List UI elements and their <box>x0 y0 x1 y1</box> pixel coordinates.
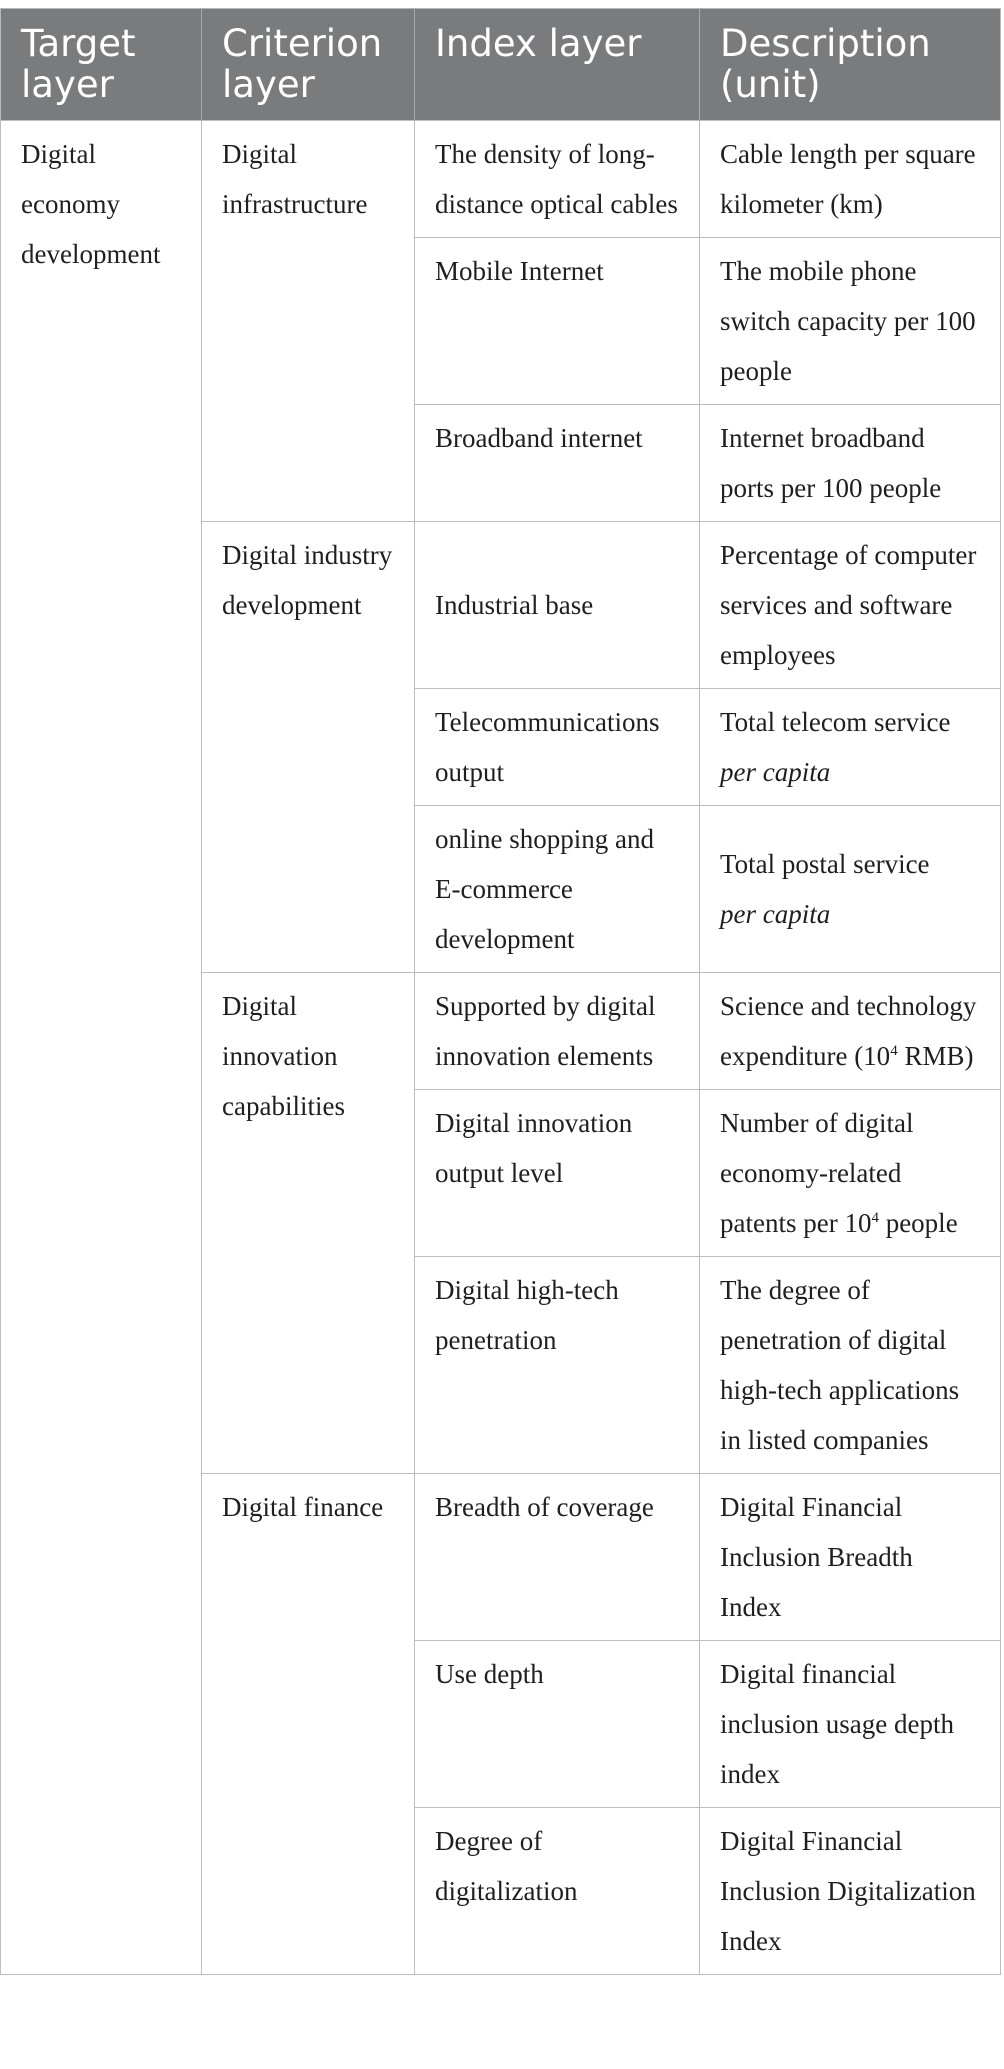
description-italic: per capita <box>720 899 831 929</box>
description-text: Total telecom service <box>720 707 951 737</box>
index-cell: Supported by digital innovation elements <box>415 973 700 1090</box>
header-target-layer: Target layer <box>1 9 202 121</box>
header-description: Description (unit) <box>700 9 1001 121</box>
index-cell: Breadth of coverage <box>415 1474 700 1641</box>
description-text: Science and technology expenditure (10 <box>720 991 977 1071</box>
header-criterion-layer: Criterion layer <box>202 9 415 121</box>
target-layer-cell: Digital economy development <box>1 121 202 1975</box>
superscript: 4 <box>890 1043 898 1059</box>
header-row <box>1 9 1001 121</box>
index-cell: online shopping and E-commerce development <box>415 806 700 973</box>
description-cell <box>700 806 1001 973</box>
description-text-end: people <box>878 1208 958 1238</box>
index-cell: Industrial base <box>415 522 700 689</box>
index-cell: Use depth <box>415 1641 700 1808</box>
indicator-table-container <box>0 8 1000 1975</box>
description-cell: Internet broadband ports per 100 people <box>700 405 1001 522</box>
table-row <box>1 121 1001 238</box>
description-text: Number of digital economy-related patents per 10 <box>720 1108 914 1238</box>
description-cell: Percentage of computer services and software employees <box>700 522 1001 689</box>
description-cell: Digital financial inclusion usage depth index <box>700 1641 1001 1808</box>
description-cell: Digital Financial Inclusion Breadth Index <box>700 1474 1001 1641</box>
description-italic: per capita <box>720 757 831 787</box>
indicator-table <box>0 8 1001 1975</box>
index-cell: Telecommunications output <box>415 689 700 806</box>
criterion-cell: Digital industry development <box>202 522 415 973</box>
description-cell <box>700 973 1001 1090</box>
description-text-end: RMB) <box>897 1041 974 1071</box>
index-cell: Degree of digitalization <box>415 1808 700 1975</box>
description-cell: The mobile phone switch capacity per 100 people <box>700 238 1001 405</box>
description-cell: The degree of penetration of digital high-tech applications in listed companies <box>700 1257 1001 1474</box>
description-cell: Cable length per square kilometer (km) <box>700 121 1001 238</box>
index-cell: The density of long-distance optical cables <box>415 121 700 238</box>
index-cell: Broadband internet <box>415 405 700 522</box>
superscript: 4 <box>871 1210 879 1226</box>
index-cell: Mobile Internet <box>415 238 700 405</box>
criterion-cell: Digital finance <box>202 1474 415 1975</box>
index-cell: Digital innovation output level <box>415 1090 700 1257</box>
index-cell: Digital high-tech penetration <box>415 1257 700 1474</box>
description-cell: Digital Financial Inclusion Digitalization Index <box>700 1808 1001 1975</box>
criterion-cell: Digital infrastructure <box>202 121 415 522</box>
description-cell <box>700 1090 1001 1257</box>
description-text: Total postal service <box>720 849 930 879</box>
criterion-cell: Digital innovation capabilities <box>202 973 415 1474</box>
description-cell <box>700 689 1001 806</box>
header-index-layer: Index layer <box>415 9 700 121</box>
